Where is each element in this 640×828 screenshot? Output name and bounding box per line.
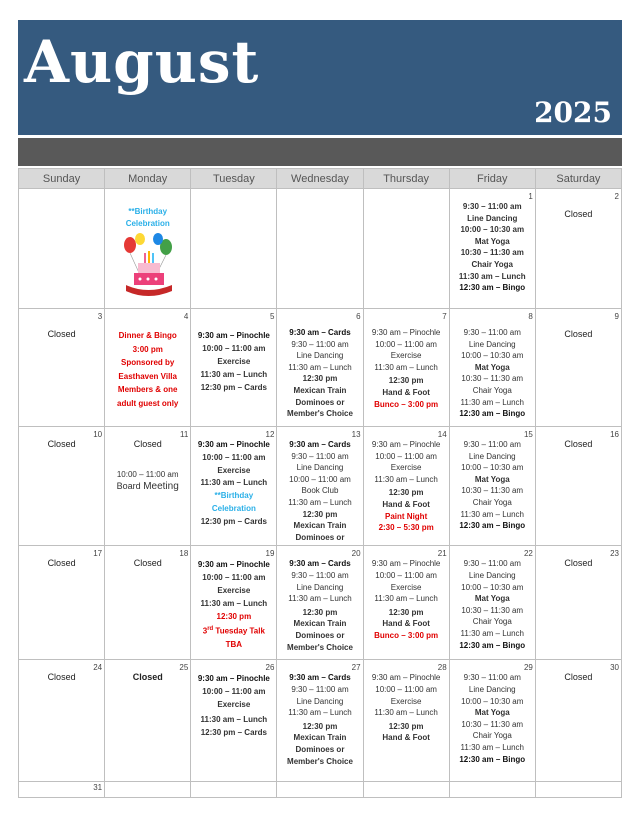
day-number: 20 bbox=[351, 549, 361, 559]
event-name: 9:30 am – Cards bbox=[289, 673, 351, 683]
day-cell bbox=[535, 309, 621, 427]
event-name: Chair Yoga bbox=[472, 617, 512, 627]
event-name: 9:30 am – Pinochle bbox=[197, 560, 270, 570]
weekday-header: Saturday bbox=[535, 169, 621, 189]
event-name: Exercise bbox=[217, 700, 251, 710]
calendar-grid bbox=[18, 168, 622, 798]
year-title: 2025 bbox=[534, 96, 612, 129]
event-time: 9:30 – 11:00 am bbox=[291, 339, 349, 349]
event-time: 10:00 – 10:30 am bbox=[461, 696, 524, 706]
event-name: 9:30 am – Cards bbox=[289, 328, 351, 337]
day-cell bbox=[277, 427, 363, 546]
event-name: Member's Choice bbox=[287, 756, 353, 766]
empty-day-cell bbox=[191, 782, 277, 798]
event-name: Exercise bbox=[217, 586, 251, 596]
event-lunch: 11:30 am – Lunch bbox=[288, 362, 352, 372]
closed-label: Closed bbox=[47, 439, 76, 449]
empty-day-cell bbox=[191, 189, 277, 309]
event-lunch: 11:30 am – Lunch bbox=[458, 271, 526, 281]
event-name: Member's Choice bbox=[287, 642, 353, 652]
event-name: Dominoes or bbox=[295, 397, 345, 407]
day-cell bbox=[449, 660, 535, 782]
event-bingo: 12:30 am – Bingo bbox=[459, 283, 526, 293]
event-time: 10:00 – 11:00 am bbox=[289, 474, 351, 484]
event-time: 10:30 – 11:30 am bbox=[461, 719, 524, 729]
day-cell bbox=[277, 546, 363, 660]
event-name: Mat Yoga bbox=[474, 362, 510, 372]
closed-label: Closed bbox=[47, 329, 76, 339]
event-time: 12:30 pm bbox=[302, 721, 338, 731]
event-lunch: 11:30 am – Lunch bbox=[460, 397, 524, 407]
day-cell bbox=[449, 309, 535, 427]
day-number: 3 bbox=[97, 312, 103, 321]
day-number: 6 bbox=[356, 312, 361, 321]
event-name: Book Club bbox=[301, 486, 339, 496]
event-lunch: 11:30 am – Lunch bbox=[374, 594, 438, 604]
header-divider-bar bbox=[18, 138, 622, 166]
day-cell bbox=[191, 309, 277, 427]
header-banner bbox=[18, 20, 622, 135]
event-name: 9:30 am – Cards bbox=[289, 559, 351, 569]
event-note: Easthaven Villa bbox=[118, 371, 177, 381]
event-time: 9:30 – 11:00 am bbox=[291, 570, 349, 580]
event-time: 12:30 pm bbox=[302, 509, 338, 519]
event-time: 10:00 – 11:00 am bbox=[202, 687, 266, 697]
event-name: 9:30 am – Pinochle bbox=[371, 328, 441, 337]
event-name: Exercise bbox=[217, 357, 251, 366]
closed-label: Closed bbox=[47, 672, 76, 683]
event-time: 10:00 – 10:30 am bbox=[461, 463, 524, 473]
event-lunch: 11:30 am – Lunch bbox=[288, 708, 352, 718]
event-name: 9:30 am – Pinochle bbox=[371, 673, 441, 683]
day-cell bbox=[363, 546, 449, 660]
event-name: 9:30 am – Pinochle bbox=[371, 559, 441, 569]
event-name: Dinner & Bingo bbox=[118, 331, 177, 340]
event-lunch: 11:30 am – Lunch bbox=[460, 742, 524, 752]
ordinal-suffix: rd bbox=[207, 626, 214, 633]
event-name: 3 bbox=[202, 627, 208, 636]
week-row bbox=[19, 660, 622, 782]
day-cell bbox=[363, 309, 449, 427]
event-name: Line Dancing bbox=[296, 463, 344, 473]
week-row bbox=[19, 427, 622, 546]
event-time: 10:30 – 11:30 am bbox=[461, 374, 524, 384]
event-name: Mat Yoga bbox=[474, 594, 510, 604]
event-lunch: 11:30 am – Lunch bbox=[460, 509, 524, 519]
day-cell bbox=[191, 427, 277, 546]
event-name: Member's Choice bbox=[287, 409, 353, 419]
day-cell bbox=[363, 660, 449, 782]
day-number: 28 bbox=[437, 663, 447, 673]
event-time: 10:00 – 11:00 am bbox=[202, 452, 266, 462]
event-name: 9:30 am – Cards bbox=[289, 440, 351, 449]
empty-day-cell bbox=[105, 782, 191, 798]
day-number: 18 bbox=[179, 549, 189, 559]
day-cell bbox=[105, 189, 191, 309]
closed-label: Closed bbox=[564, 329, 593, 339]
event-name: 9:30 am – Pinochle bbox=[371, 440, 441, 449]
weekday-header: Sunday bbox=[19, 169, 105, 189]
empty-day-cell bbox=[19, 189, 105, 309]
event-time: 10:00 – 11:00 am bbox=[375, 570, 437, 580]
event-name: Hand & Foot bbox=[382, 733, 430, 743]
event-name: Dominoes or bbox=[295, 630, 345, 640]
event-lunch: 11:30 am – Lunch bbox=[200, 478, 268, 488]
event-bingo: 12:30 am – Bingo bbox=[459, 640, 526, 650]
day-cell bbox=[449, 189, 535, 309]
empty-day-cell bbox=[363, 782, 449, 798]
event-bunco: Bunco – 3:00 pm bbox=[374, 399, 439, 409]
event-name: 9:30 am – Pinochle bbox=[197, 440, 270, 449]
day-cell bbox=[105, 660, 191, 782]
day-number: 16 bbox=[610, 430, 619, 439]
event-name: Exercise bbox=[390, 463, 422, 473]
empty-day-cell bbox=[449, 782, 535, 798]
event-lunch: 11:30 am – Lunch bbox=[200, 370, 268, 379]
event-name: 9:30 am – Pinochle bbox=[197, 331, 270, 340]
day-number: 10 bbox=[93, 430, 103, 439]
event-name: 12:30 pm – Cards bbox=[200, 728, 267, 738]
closed-label: Closed bbox=[133, 558, 162, 569]
week-row bbox=[19, 546, 622, 660]
month-title: August bbox=[24, 28, 260, 96]
day-number: 26 bbox=[265, 663, 275, 673]
day-cell bbox=[191, 546, 277, 660]
weekday-header: Monday bbox=[105, 169, 191, 189]
event-name: Hand & Foot bbox=[382, 387, 430, 397]
day-cell bbox=[277, 309, 363, 427]
day-cell bbox=[19, 782, 105, 798]
event-time: 12:30 pm bbox=[388, 488, 424, 498]
day-cell bbox=[449, 427, 535, 546]
day-number: 12 bbox=[265, 430, 275, 439]
event-name: Mat Yoga bbox=[474, 236, 510, 246]
event-bingo: 12:30 am – Bingo bbox=[459, 409, 526, 419]
day-cell bbox=[19, 309, 105, 427]
day-number: 27 bbox=[351, 663, 361, 673]
event-name: Mexican Train bbox=[293, 619, 347, 629]
event-time: 10:00 – 11:00 am bbox=[116, 470, 179, 479]
event-note: Members & one bbox=[117, 385, 178, 394]
event-name: Exercise bbox=[390, 696, 422, 706]
day-number: 2 bbox=[614, 192, 619, 201]
event-note: adult guest only bbox=[117, 398, 179, 408]
day-cell bbox=[105, 309, 191, 427]
event-time: 9:30 – 11:00 am bbox=[463, 328, 521, 337]
day-cell bbox=[363, 427, 449, 546]
event-note: Sponsored by bbox=[121, 358, 175, 367]
day-number: 23 bbox=[610, 549, 619, 559]
day-number: 8 bbox=[528, 312, 533, 321]
day-cell bbox=[277, 660, 363, 782]
event-time: 9:30 – 11:00 am bbox=[463, 673, 521, 683]
empty-day-cell bbox=[277, 782, 363, 798]
event-time: 9:30 – 11:00 am bbox=[462, 202, 522, 211]
day-number: 22 bbox=[523, 549, 533, 559]
empty-day-cell bbox=[535, 782, 621, 798]
event-time: 9:30 – 11:00 am bbox=[291, 451, 349, 461]
weekday-header: Wednesday bbox=[277, 169, 363, 189]
birthday-cake-icon bbox=[118, 233, 178, 303]
weekday-header: Friday bbox=[449, 169, 535, 189]
day-number: 19 bbox=[265, 549, 275, 559]
event-time: 10:00 – 10:30 am bbox=[461, 582, 524, 592]
event-lunch: 11:30 am – Lunch bbox=[200, 715, 268, 725]
closed-label: Closed bbox=[564, 439, 593, 449]
event-time: 12:30 pm bbox=[388, 721, 424, 731]
event-time: 10:30 – 11:30 am bbox=[460, 248, 524, 258]
week-row bbox=[19, 782, 622, 798]
event-time: 10:00 – 10:30 am bbox=[460, 225, 525, 235]
week-row bbox=[19, 309, 622, 427]
event-name: Line Dancing bbox=[296, 696, 344, 706]
day-cell bbox=[535, 660, 621, 782]
empty-day-cell bbox=[277, 189, 363, 309]
day-cell bbox=[105, 546, 191, 660]
event-name: Exercise bbox=[217, 465, 251, 475]
event-name: Board bbox=[116, 480, 144, 491]
event-lunch: 11:30 am – Lunch bbox=[374, 362, 438, 372]
event-time: 10:00 – 11:00 am bbox=[375, 339, 437, 349]
event-bunco: Bunco – 3:00 pm bbox=[374, 630, 439, 640]
day-cell bbox=[105, 427, 191, 546]
event-name: Line Dancing bbox=[468, 451, 516, 461]
closed-label: Closed bbox=[564, 558, 593, 569]
event-time: 9:30 – 11:00 am bbox=[291, 684, 349, 694]
day-cell bbox=[191, 660, 277, 782]
event-name: Mat Yoga bbox=[474, 708, 510, 718]
day-cell bbox=[535, 427, 621, 546]
event-name: 12:30 pm – Cards bbox=[200, 516, 267, 526]
event-time: 12:30 pm bbox=[388, 376, 424, 386]
event-time: 10:30 – 11:30 am bbox=[461, 486, 524, 496]
day-number: 5 bbox=[269, 312, 275, 321]
weekday-header: Tuesday bbox=[191, 169, 277, 189]
closed-label: Closed bbox=[47, 558, 76, 569]
event-time: 10:00 – 11:00 am bbox=[375, 684, 437, 694]
event-name: Line Dancing bbox=[468, 339, 516, 349]
event-name: Chair Yoga bbox=[471, 259, 514, 269]
closed-label: Closed bbox=[564, 209, 593, 219]
closed-label: Closed bbox=[132, 672, 163, 683]
event-time: 2:30 – 5:30 pm bbox=[378, 523, 434, 533]
weekday-header-row bbox=[19, 169, 622, 189]
event-name: Line Dancing bbox=[467, 213, 518, 223]
event-name: Mat Yoga bbox=[474, 474, 510, 484]
week-row bbox=[19, 189, 622, 309]
weekday-header: Thursday bbox=[363, 169, 449, 189]
event-time: 12:30 pm bbox=[302, 374, 338, 384]
event-name: TBA bbox=[225, 640, 243, 649]
event-name: Mexican Train bbox=[293, 521, 347, 531]
event-name: Mexican Train bbox=[293, 385, 347, 395]
day-number: 25 bbox=[179, 663, 189, 673]
day-cell bbox=[19, 427, 105, 546]
event-time: 12:30 pm bbox=[388, 607, 424, 617]
event-lunch: 11:30 am – Lunch bbox=[200, 599, 268, 609]
event-name: Chair Yoga bbox=[472, 731, 512, 741]
day-number: 7 bbox=[442, 312, 447, 321]
event-bingo: 12:30 am – Bingo bbox=[459, 521, 526, 531]
event-name: Line Dancing bbox=[296, 351, 344, 361]
day-number: 11 bbox=[179, 430, 189, 439]
event-name: Hand & Foot bbox=[382, 619, 430, 629]
day-number: 31 bbox=[93, 783, 103, 793]
event-name: Line Dancing bbox=[468, 570, 516, 580]
event-lunch: 11:30 am – Lunch bbox=[460, 628, 524, 638]
event-name: Chair Yoga bbox=[472, 497, 512, 507]
event-name: Exercise bbox=[390, 582, 422, 592]
event-name: Chair Yoga bbox=[472, 385, 512, 395]
event-time: 9:30 – 11:00 am bbox=[463, 440, 521, 449]
day-cell bbox=[19, 546, 105, 660]
event-lunch: 11:30 am – Lunch bbox=[288, 594, 352, 604]
event-lunch: 11:30 am – Lunch bbox=[374, 708, 438, 718]
event-time: 9:30 – 11:00 am bbox=[463, 559, 521, 569]
event-name: Line Dancing bbox=[296, 582, 344, 592]
closed-label: Closed bbox=[564, 672, 593, 683]
event-name: Dominoes or bbox=[295, 532, 345, 542]
event-time: 3:00 pm bbox=[132, 344, 163, 354]
closed-label: Closed bbox=[133, 439, 162, 449]
event-name: Line Dancing bbox=[468, 684, 516, 694]
birthday-event: **Birthday Celebration bbox=[125, 207, 170, 228]
event-bingo: 12:30 am – Bingo bbox=[459, 754, 526, 764]
day-cell bbox=[535, 189, 621, 309]
event-time: 10:00 – 11:00 am bbox=[202, 573, 266, 583]
event-name: Exercise bbox=[390, 351, 422, 361]
day-cell bbox=[535, 546, 621, 660]
event-name: Tuesday Talk bbox=[213, 627, 265, 636]
event-name: 9:30 am – Pinochle bbox=[197, 674, 270, 684]
day-number: 1 bbox=[528, 192, 533, 201]
event-lunch: 11:30 am – Lunch bbox=[374, 474, 438, 484]
day-number: 9 bbox=[614, 312, 619, 321]
day-cell bbox=[449, 546, 535, 660]
day-number: 4 bbox=[183, 312, 189, 321]
event-lunch: 11:30 am – Lunch bbox=[288, 497, 352, 507]
event-name: Dominoes or bbox=[295, 744, 345, 754]
event-time: 12:30 pm bbox=[216, 612, 252, 622]
event-time: 10:00 – 11:00 am bbox=[375, 451, 437, 461]
event-time: 12:30 pm bbox=[302, 607, 338, 617]
event-time: 10:30 – 11:30 am bbox=[461, 605, 524, 615]
day-number: 24 bbox=[93, 663, 103, 673]
day-number: 29 bbox=[523, 663, 533, 673]
event-time: 10:00 – 11:00 am bbox=[202, 344, 266, 353]
empty-day-cell bbox=[363, 189, 449, 309]
day-number: 17 bbox=[93, 549, 103, 559]
birthday-event: **Birthday Celebration bbox=[211, 491, 256, 513]
event-time: 10:00 – 10:30 am bbox=[461, 351, 524, 361]
day-number: 13 bbox=[351, 430, 361, 439]
day-number: 21 bbox=[437, 549, 447, 559]
day-number: 15 bbox=[523, 430, 533, 439]
event-name: Meeting bbox=[143, 480, 179, 492]
day-number: 14 bbox=[437, 430, 447, 439]
event-name: Mexican Train bbox=[293, 733, 347, 743]
day-number: 30 bbox=[610, 663, 619, 673]
event-name: Hand & Foot bbox=[382, 499, 430, 509]
event-paint-night: Paint Night bbox=[385, 511, 428, 521]
day-cell bbox=[19, 660, 105, 782]
event-name: 12:30 pm – Cards bbox=[200, 383, 267, 392]
